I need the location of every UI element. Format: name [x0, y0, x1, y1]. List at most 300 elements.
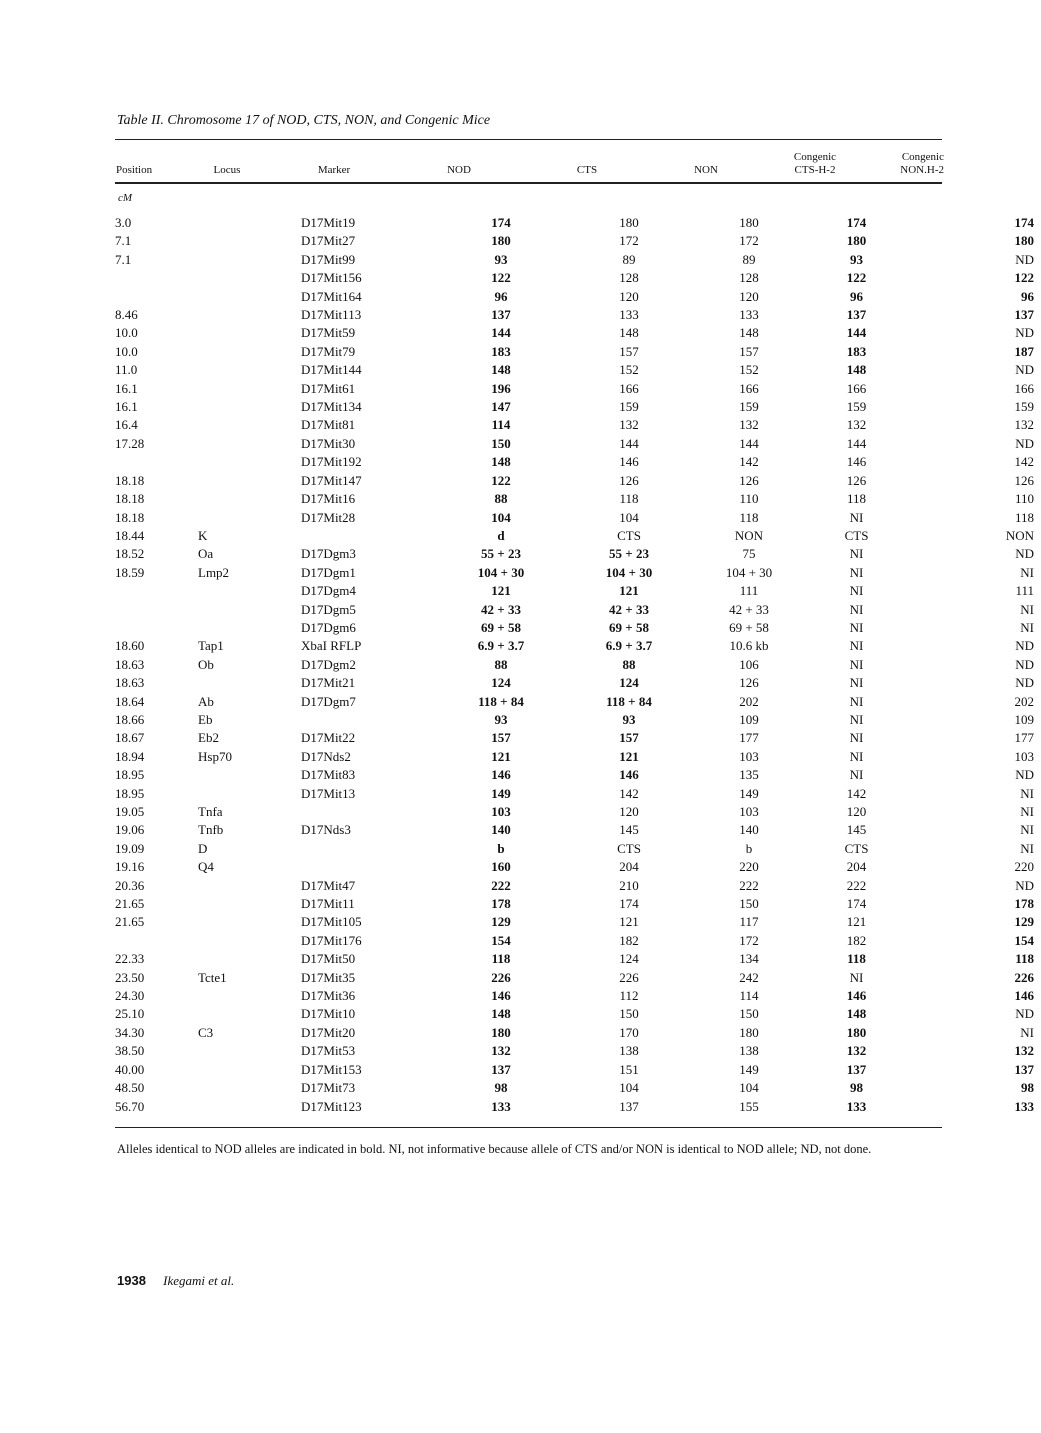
cell-congenic-cts: CTS — [844, 527, 869, 543]
cell-cts: CTS — [617, 840, 641, 856]
cell-congenic-cts: NI — [849, 693, 864, 709]
cell-congenic-cts: NI — [849, 730, 864, 746]
cell-congenic-cts: 132 — [846, 1043, 867, 1059]
cell-non: 166 — [739, 380, 759, 396]
cell-position: 18.66 — [115, 711, 145, 727]
cell-congenic-cts: NI — [849, 546, 864, 562]
cell-congenic-cts: 96 — [850, 288, 863, 304]
table-row — [115, 821, 1034, 839]
cell-marker: D17Dgm3 — [301, 546, 356, 562]
cell-congenic-non: ND — [1015, 325, 1034, 341]
table-body — [115, 214, 1034, 1116]
cell-cts: 157 — [619, 730, 639, 746]
cell-congenic-cts: 174 — [846, 896, 867, 912]
cell-non: 126 — [739, 472, 759, 488]
cell-congenic-non: NI — [1020, 804, 1034, 819]
cell-congenic-cts: 118 — [846, 491, 867, 507]
cell-marker: XbaI RFLP — [301, 638, 362, 654]
cell-locus — [198, 601, 301, 619]
cell-cts: 166 — [619, 380, 639, 396]
cell-non: 106 — [739, 656, 759, 672]
cell-congenic-non: 180 — [1014, 233, 1034, 249]
cell-nod: 146 — [491, 988, 511, 1004]
cell-congenic-cts: NI — [849, 969, 864, 985]
header-congenic-cts-line1: Congenic — [793, 151, 837, 163]
cell-nod: 121 — [491, 583, 511, 599]
cell-nod: 137 — [491, 307, 511, 323]
cell-cts: 121 — [619, 914, 639, 930]
cell-position: 16.4 — [115, 417, 138, 433]
cell-cts: 89 — [622, 251, 636, 267]
cell-non: 133 — [739, 307, 759, 323]
cell-congenic-cts: NI — [849, 619, 864, 635]
cell-congenic-non: NON — [1005, 527, 1034, 543]
cell-nod: 147 — [491, 399, 511, 415]
cell-congenic-cts: 166 — [846, 380, 867, 396]
header-congenic-non — [878, 151, 944, 177]
cell-cts: 137 — [619, 1098, 639, 1114]
cell-nod: 196 — [491, 380, 511, 396]
cell-marker: D17Mit73 — [301, 1080, 356, 1096]
cell-non: 104 + 30 — [725, 564, 773, 580]
cell-congenic-non: NI — [1020, 840, 1034, 856]
table-row — [115, 766, 1034, 784]
cell-cts: 128 — [619, 270, 639, 286]
cell-cts: 121 — [619, 583, 639, 599]
cell-nod: 42 + 33 — [481, 601, 521, 617]
cell-nod: 144 — [491, 325, 511, 341]
cell-marker: D17Mit83 — [301, 767, 356, 783]
table-row — [115, 306, 1034, 324]
cell-position: 25.10 — [115, 1006, 145, 1022]
cell-nod: d — [497, 527, 505, 543]
cell-locus: Eb — [198, 711, 213, 727]
cell-non: 220 — [739, 859, 759, 875]
cell-non: 134 — [739, 951, 759, 967]
cell-nod: 178 — [491, 896, 511, 912]
cell-congenic-non: ND — [1015, 362, 1034, 378]
cell-congenic-cts: 93 — [850, 251, 863, 267]
cell-congenic-non: NI — [1020, 785, 1034, 801]
cell-position — [115, 288, 198, 306]
cell-congenic-non: ND — [1015, 675, 1034, 691]
cell-congenic-cts: NI — [849, 564, 864, 580]
cell-congenic-cts: 204 — [846, 859, 867, 875]
table-row — [115, 214, 1034, 232]
cell-congenic-non: NI — [1020, 822, 1034, 838]
table-row — [115, 803, 1034, 821]
cell-cts: 142 — [619, 785, 639, 801]
header-locus: Locus — [213, 164, 241, 176]
table-row — [115, 564, 1034, 582]
cell-non: 110 — [739, 491, 759, 507]
table-row — [115, 950, 1034, 968]
cell-congenic-cts: NI — [849, 601, 864, 617]
cell-congenic-non: 103 — [1014, 748, 1034, 764]
cell-congenic-cts: 126 — [846, 472, 867, 488]
cell-position — [115, 453, 198, 471]
header-nod: NOD — [447, 164, 471, 176]
cell-nod: 150 — [491, 435, 511, 451]
cell-marker: D17Mit35 — [301, 969, 356, 985]
cell-congenic-non: NI — [1020, 619, 1034, 635]
cell-congenic-cts: NI — [849, 767, 864, 783]
cell-congenic-non: 98 — [1021, 1080, 1034, 1096]
cell-position: 18.18 — [115, 509, 145, 525]
cell-locus — [198, 361, 301, 379]
cell-cts: 172 — [619, 233, 639, 249]
cell-nod: 129 — [491, 914, 511, 930]
cell-congenic-cts: 182 — [846, 932, 867, 948]
cell-cts: 121 — [619, 748, 639, 764]
cell-marker: D17Mit144 — [301, 362, 362, 378]
cell-congenic-cts: 159 — [846, 399, 867, 415]
top-rule — [115, 139, 942, 140]
cell-locus — [198, 214, 301, 232]
cell-non: 242 — [739, 969, 759, 985]
cell-locus — [198, 343, 301, 361]
cell-marker: D17Dgm6 — [301, 619, 356, 635]
cell-non: 150 — [739, 1006, 759, 1022]
cell-cts: 157 — [619, 343, 639, 359]
cell-marker: D17Dgm7 — [301, 693, 356, 709]
cell-marker: D17Mit113 — [301, 307, 362, 323]
cell-cts: 104 — [619, 509, 639, 525]
cell-position: 19.06 — [115, 822, 145, 838]
cell-congenic-non: 129 — [1014, 914, 1034, 930]
cell-position: 18.63 — [115, 675, 145, 691]
cell-cts: 133 — [619, 307, 639, 323]
cell-nod: 98 — [494, 1080, 508, 1096]
cell-nod: 160 — [491, 859, 511, 875]
cell-non: 135 — [739, 767, 759, 783]
cell-locus — [198, 895, 301, 913]
cell-marker: D17Mit30 — [301, 435, 356, 451]
cell-position: 18.59 — [115, 564, 145, 580]
cell-locus: K — [198, 527, 208, 543]
cell-nod: 132 — [491, 1043, 511, 1059]
cell-nod: 69 + 58 — [481, 619, 521, 635]
cell-locus — [198, 950, 301, 968]
table-row — [115, 656, 1034, 674]
cell-congenic-non: 109 — [1014, 711, 1034, 727]
cell-marker: D17Nds2 — [301, 748, 351, 764]
cell-locus — [198, 766, 301, 784]
cell-position: 18.44 — [115, 527, 145, 543]
cell-position — [115, 601, 198, 619]
cell-marker: D17Mit10 — [301, 1006, 356, 1022]
cell-congenic-cts: NI — [849, 583, 864, 599]
unit-label: cM — [118, 192, 133, 204]
cell-locus — [198, 269, 301, 287]
cell-congenic-non: ND — [1015, 546, 1034, 562]
cell-position: 24.30 — [115, 988, 145, 1004]
cell-cts: 118 — [619, 491, 639, 507]
cell-congenic-non: 174 — [1014, 215, 1034, 230]
cell-locus — [198, 1079, 301, 1097]
cell-congenic-non: 133 — [1014, 1098, 1034, 1114]
cell-nod: 121 — [491, 748, 511, 764]
cell-non: 109 — [739, 711, 759, 727]
table-row — [115, 693, 1034, 711]
table-row — [115, 987, 1034, 1005]
cell-congenic-cts: 180 — [846, 233, 867, 249]
cell-non: 132 — [739, 417, 759, 433]
cell-non: b — [745, 840, 753, 856]
cell-locus — [198, 251, 301, 269]
cell-nod: 174 — [491, 215, 511, 230]
cell-position: 7.1 — [115, 251, 132, 267]
cell-congenic-non: 202 — [1014, 693, 1034, 709]
cell-position: 18.63 — [115, 656, 145, 672]
cell-congenic-non: 226 — [1014, 969, 1034, 985]
cell-locus — [198, 435, 301, 453]
cell-position: 19.16 — [115, 859, 145, 875]
cell-congenic-non: 137 — [1014, 307, 1034, 323]
cell-marker: D17Mit123 — [301, 1098, 362, 1114]
cell-non: 149 — [739, 785, 759, 801]
cell-cts: 104 — [619, 1080, 639, 1096]
cell-cts: 93 — [622, 711, 636, 727]
table-row — [115, 1098, 1034, 1116]
cell-nod: 149 — [491, 785, 511, 801]
table-row — [115, 840, 1034, 858]
cell-congenic-cts: NI — [849, 675, 864, 691]
cell-position: 38.50 — [115, 1043, 145, 1059]
cell-marker: D17Mit13 — [301, 785, 356, 801]
cell-locus — [198, 932, 301, 950]
cell-congenic-non: 110 — [1014, 491, 1034, 507]
running-authors: Ikegami et al. — [163, 1273, 235, 1288]
header-cts: CTS — [576, 164, 598, 176]
table-caption: Table II. Chromosome 17 of NOD, CTS, NON, and Congenic Mice — [117, 113, 491, 128]
cell-congenic-non: 177 — [1014, 730, 1034, 746]
cell-locus — [198, 582, 301, 600]
cell-marker — [301, 858, 443, 876]
cell-nod: 226 — [491, 969, 511, 985]
cell-congenic-non: 96 — [1021, 288, 1034, 304]
cell-congenic-cts: 142 — [846, 785, 867, 801]
cell-marker: D17Mit50 — [301, 951, 356, 967]
table-row — [115, 785, 1034, 803]
cell-marker: D17Mit21 — [301, 675, 356, 691]
cell-cts: 132 — [619, 417, 639, 433]
cell-congenic-cts: 98 — [850, 1080, 863, 1096]
cell-congenic-non: 178 — [1014, 896, 1034, 912]
cell-nod: 93 — [494, 711, 508, 727]
cell-position: 20.36 — [115, 877, 145, 893]
cell-cts: 146 — [619, 767, 639, 783]
cell-nod: 88 — [494, 491, 508, 507]
cell-non: 149 — [739, 1061, 759, 1077]
cell-marker: D17Dgm5 — [301, 601, 356, 617]
cell-locus: Ob — [198, 656, 214, 672]
cell-cts: 112 — [619, 988, 639, 1004]
cell-non: 172 — [739, 932, 759, 948]
cell-marker: D17Mit53 — [301, 1043, 356, 1059]
bottom-rule — [115, 1127, 942, 1128]
data-table — [115, 214, 1034, 1116]
cell-cts: 144 — [619, 435, 639, 451]
table-row — [115, 895, 1034, 913]
cell-marker: D17Mit28 — [301, 509, 356, 525]
cell-cts: 126 — [619, 472, 639, 488]
table-row — [115, 380, 1034, 398]
cell-marker: D17Mit36 — [301, 988, 356, 1004]
cell-position: 21.65 — [115, 914, 145, 930]
table-row — [115, 527, 1034, 545]
cell-congenic-non: 146 — [1014, 988, 1034, 1004]
cell-position — [115, 932, 198, 950]
table-row — [115, 361, 1034, 379]
cell-nod: 6.9 + 3.7 — [477, 638, 525, 654]
cell-cts: 180 — [619, 215, 639, 230]
cell-locus — [198, 306, 301, 324]
cell-nod: 140 — [491, 822, 511, 838]
cell-nod: b — [497, 840, 505, 856]
cell-cts: 226 — [619, 969, 639, 985]
cell-non: 128 — [739, 270, 759, 286]
cell-locus — [198, 453, 301, 471]
cell-locus — [198, 1042, 301, 1060]
cell-locus — [198, 472, 301, 490]
cell-cts: 42 + 33 — [609, 601, 649, 617]
cell-non: 157 — [739, 343, 759, 359]
cell-cts: 204 — [619, 859, 639, 875]
cell-congenic-cts: 121 — [846, 914, 867, 930]
cell-position — [115, 619, 198, 637]
cell-nod: 180 — [491, 233, 511, 249]
header-congenic-cts — [782, 151, 848, 177]
cell-position: 10.0 — [115, 325, 138, 341]
cell-cts: 120 — [619, 804, 639, 819]
cell-congenic-cts: 120 — [846, 804, 867, 819]
cell-non: 69 + 58 — [729, 619, 769, 635]
cell-marker: D17Mit134 — [301, 399, 362, 415]
cell-congenic-non: 118 — [1014, 509, 1034, 525]
cell-marker: D17Mit156 — [301, 270, 362, 286]
cell-nod: 96 — [494, 288, 508, 304]
cell-congenic-non: 111 — [1015, 583, 1034, 599]
cell-position — [115, 582, 198, 600]
cell-cts: 159 — [619, 399, 639, 415]
cell-congenic-non: NI — [1020, 564, 1034, 580]
cell-position: 18.64 — [115, 693, 145, 709]
cell-marker: D17Mit153 — [301, 1061, 362, 1077]
cell-marker: D17Mit47 — [301, 877, 356, 893]
cell-nod: 183 — [491, 343, 511, 359]
cell-marker: D17Mit16 — [301, 491, 356, 507]
cell-locus — [198, 674, 301, 692]
cell-congenic-non: ND — [1015, 656, 1034, 672]
cell-nod: 137 — [491, 1061, 511, 1077]
cell-position: 34.30 — [115, 1024, 145, 1040]
cell-nod: 154 — [491, 932, 511, 948]
header-congenic-cts-line2: CTS-H-2 — [794, 164, 836, 176]
cell-non: 120 — [739, 288, 759, 304]
table-row — [115, 343, 1034, 361]
cell-locus: Lmp2 — [198, 564, 230, 580]
page-footer — [117, 1273, 234, 1289]
cell-locus — [198, 509, 301, 527]
cell-nod: 124 — [491, 675, 511, 691]
cell-locus — [198, 913, 301, 931]
cell-locus — [198, 380, 301, 398]
cell-position: 17.28 — [115, 435, 145, 451]
cell-nod: 222 — [491, 877, 511, 893]
cell-congenic-non: 166 — [1014, 380, 1034, 396]
cell-marker: D17Mit19 — [301, 215, 356, 230]
cell-congenic-cts: 146 — [846, 454, 867, 470]
cell-position: 18.18 — [115, 472, 145, 488]
table-row — [115, 711, 1034, 729]
cell-locus — [198, 288, 301, 306]
cell-non: NON — [734, 527, 764, 543]
cell-cts: 124 — [619, 951, 639, 967]
table-row — [115, 858, 1034, 876]
cell-cts: 146 — [619, 454, 639, 470]
table-row — [115, 619, 1034, 637]
cell-locus: Tcte1 — [198, 969, 227, 985]
table-row — [115, 932, 1034, 950]
cell-locus — [198, 398, 301, 416]
cell-marker — [301, 840, 443, 858]
cell-non: 103 — [739, 804, 759, 819]
cell-position — [115, 269, 198, 287]
cell-locus: Q4 — [198, 859, 214, 875]
cell-congenic-non: 142 — [1014, 454, 1034, 470]
cell-marker: D17Mit176 — [301, 932, 362, 948]
table-row — [115, 582, 1034, 600]
cell-congenic-non: 126 — [1014, 472, 1034, 488]
cell-nod: 103 — [491, 804, 511, 819]
cell-nod: 122 — [491, 472, 511, 488]
cell-position: 56.70 — [115, 1098, 145, 1114]
cell-locus — [198, 987, 301, 1005]
cell-marker: D17Dgm1 — [301, 564, 356, 580]
cell-nod: 146 — [491, 767, 511, 783]
cell-locus: Hsp70 — [198, 748, 232, 764]
cell-congenic-non: 118 — [1015, 951, 1034, 967]
cell-locus — [198, 490, 301, 508]
cell-congenic-cts: NI — [849, 711, 864, 727]
cell-locus — [198, 232, 301, 250]
header-marker: Marker — [317, 164, 351, 176]
table-row — [115, 324, 1034, 342]
cell-marker: D17Mit61 — [301, 380, 356, 396]
cell-locus — [198, 785, 301, 803]
cell-cts: 150 — [619, 1006, 639, 1022]
table-row — [115, 435, 1034, 453]
cell-congenic-non: 220 — [1014, 859, 1034, 875]
header-rule — [115, 182, 942, 184]
cell-congenic-non: NI — [1020, 601, 1034, 617]
cell-position: 19.09 — [115, 840, 145, 856]
cell-locus: Ab — [198, 693, 214, 709]
cell-non: 75 — [742, 546, 756, 562]
cell-locus — [198, 877, 301, 895]
table-footnote: Alleles identical to NOD alleles are indicated in bold. NI, not informative because allele of CTS and/or NON is identical to NOD allele; ND, not done. — [117, 1142, 872, 1156]
cell-congenic-non: 132 — [1014, 417, 1034, 433]
table-row — [115, 637, 1034, 655]
table-row — [115, 416, 1034, 434]
header-congenic-non-line2: NON.H-2 — [900, 164, 944, 176]
cell-cts: 55 + 23 — [609, 546, 649, 562]
cell-congenic-non: 187 — [1014, 343, 1034, 359]
cell-marker: D17Dgm4 — [301, 583, 356, 599]
cell-position: 8.46 — [115, 307, 138, 323]
cell-nod: 104 — [491, 509, 511, 525]
